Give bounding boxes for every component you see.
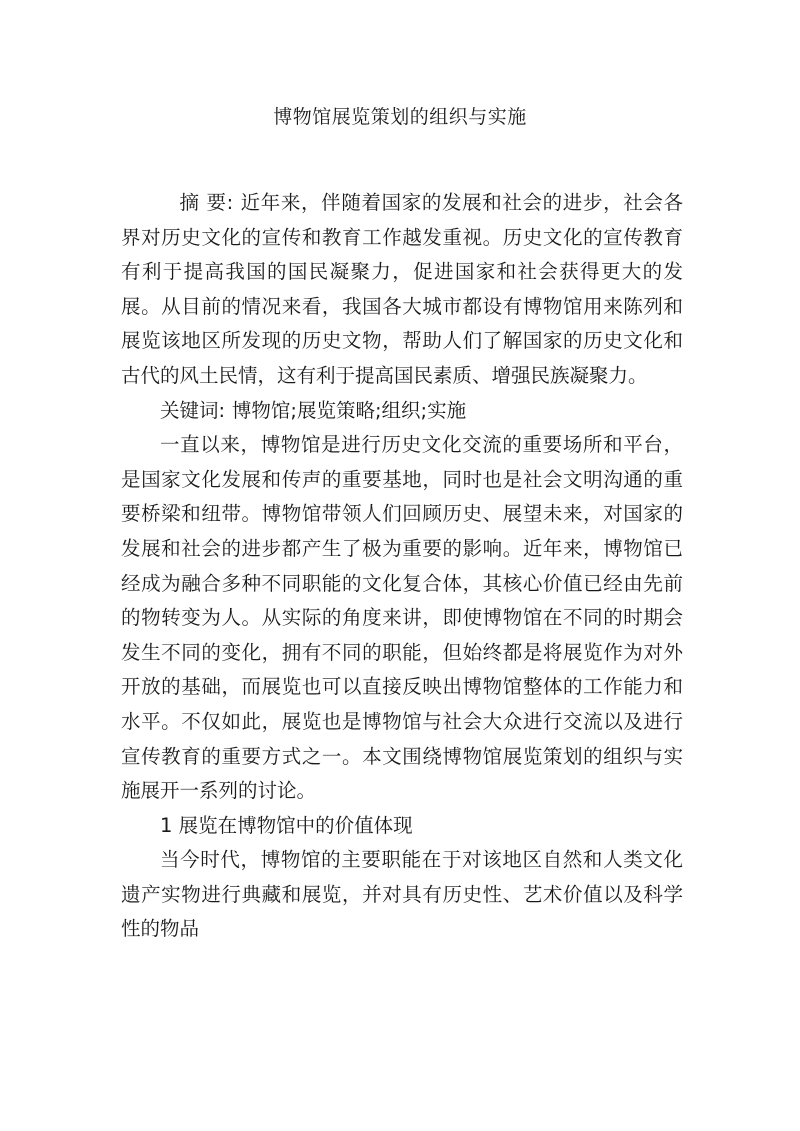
keywords-label: 关键词: <box>160 398 226 422</box>
keywords-paragraph <box>121 394 683 429</box>
abstract-label: 摘 要: <box>179 191 234 214</box>
intro-paragraph: 一直以来，博物馆是进行历史文化交流的重要场所和平台，是国家文化发展和传声的重要基地，同时也是社会文明沟通的重要桥梁和纽带。博物馆带领人们回顾历史、展望未来，对国家的发展和社会的进步都产生了极为重要的影响。近年来，博物馆已经成为融合多种不同职能的文化复合体，其核心价值已经由先前的物转变为人。从实际的角度来讲，即使博物馆在不同的时期会发生不同的变化，拥有不同的职能，但始终都是将展览作为对外开放的基础，而展览也可以直接反映出博物馆整体的工作能力和水平。不仅如此，展览也是博物馆与社会大众进行交流以及进行宣传教育的重要方式之一。本文围绕博物馆展览策划的组织与实施展开一系列的讨论。 <box>121 433 683 803</box>
keywords-text: 博物馆;展览策略;组织;实施 <box>231 398 467 422</box>
document-title: 博物馆展览策划的组织与实施 <box>273 106 527 128</box>
section-1-paragraph: 当今时代，博物馆的主要职能在于对该地区自然和人类文化遗产实物进行典藏和展览，并对具有历史性、艺术价值以及科学性的物品 <box>121 848 683 941</box>
document-body <box>121 186 683 947</box>
abstract-paragraph <box>121 186 683 394</box>
abstract-text: 近年来，伴随着国家的发展和社会的进步，社会各界对历史文化的宣传和教育工作越发重视。历史文化的宣传教育有利于提高我国的国民凝聚力，促进国家和社会获得更大的发展。从目前的情况来看，我国各大城市都设有博物馆用来陈列和展览该地区所发现的历史文物，帮助人们了解国家的历史文化和古代的风土民情，这有利于提高国民素质、增强民族凝聚力。 <box>121 191 683 387</box>
section-1-heading: 1 展览在博物馆中的价值体现 <box>160 813 413 837</box>
